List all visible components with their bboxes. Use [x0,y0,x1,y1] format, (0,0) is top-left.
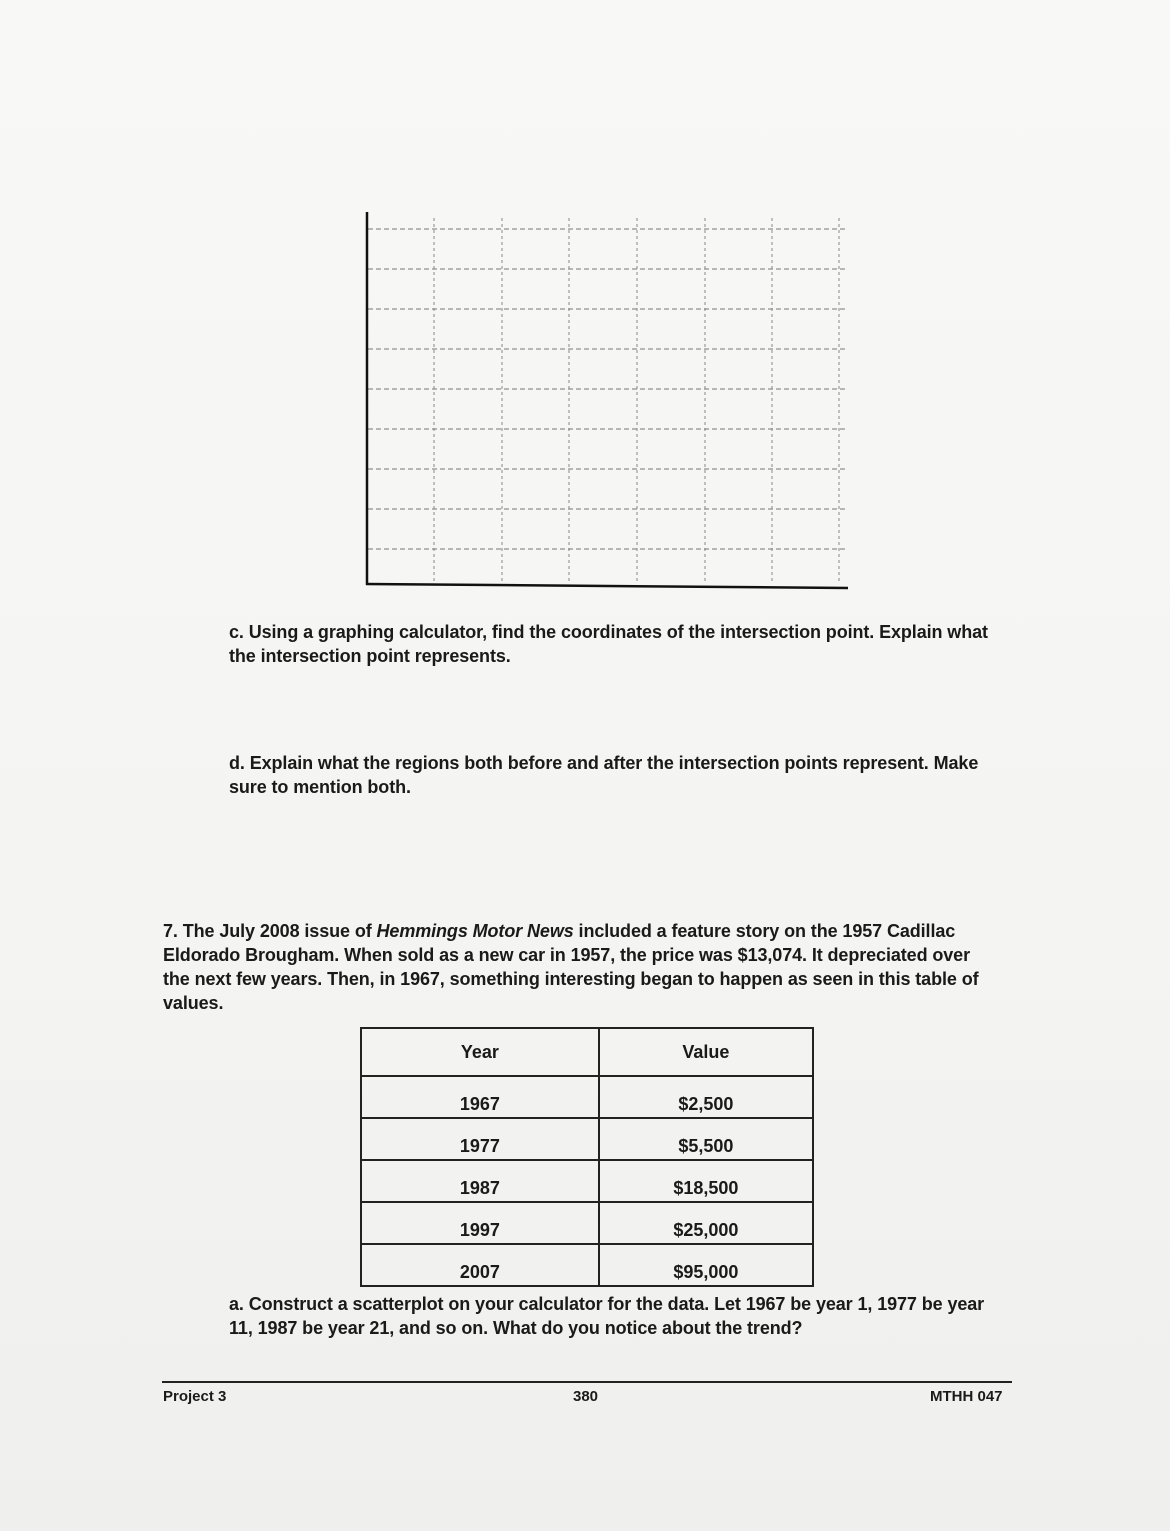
value-cell: $5,500 [599,1118,813,1160]
question-c-label: c. [229,622,244,642]
question-c-line1 [229,620,988,644]
question-d-label: d. [229,753,245,773]
magazine-title: Hemmings Motor News [376,921,574,941]
question-c [229,620,988,668]
page-number: 380 [573,1388,599,1405]
question-a-text1: Construct a scatterplot on your calculator for the data. Let 1967 be year 1, 1977 be year [248,1294,985,1314]
table-row [361,1202,813,1244]
value-cell: $2,500 [599,1076,813,1118]
year-cell: 1987 [361,1160,599,1202]
table-row [361,1244,813,1286]
value-cell: $18,500 [599,1160,813,1202]
table-row [361,1076,813,1118]
problem-7-text1b: included a feature story on the 1957 Cadillac [573,921,956,941]
problem-7 [163,919,978,1015]
question-d-line1 [229,751,978,775]
question-d-text1: Explain what the regions both before and after the intersection points represent. Make [249,753,979,773]
year-cell: 1997 [361,1202,599,1244]
problem-7-line2: Eldorado Brougham. When sold as a new car in 1957, the price was $13,074. It depreciated over [163,945,970,965]
footer-divider [162,1381,1012,1383]
table-row [361,1160,813,1202]
question-a-line1 [229,1292,984,1316]
question-d [229,751,978,799]
grid-horizontal-lines [368,229,848,549]
cadillac-value-table [360,1027,814,1287]
problem-7-line4: values. [163,993,224,1013]
year-cell: 2007 [361,1244,599,1286]
grid-vertical-lines [434,218,839,584]
value-cell: $25,000 [599,1202,813,1244]
problem-7-line3: the next few years. Then, in 1967, something interesting began to happen as seen in this table of [163,969,979,989]
question-a [229,1292,984,1340]
question-a-line2: 11, 1987 be year 21, and so on. What do you notice about the trend? [229,1318,803,1338]
table-header-row [361,1028,813,1076]
year-cell: 1977 [361,1118,599,1160]
question-c-line2: the intersection point represents. [229,646,511,666]
header-value: Value [599,1028,813,1076]
question-c-text1: Using a graphing calculator, find the coordinates of the intersection point. Explain what [248,622,988,642]
problem-7-line1 [163,919,978,943]
problem-7-text1a: The July 2008 issue of [182,921,377,941]
footer-left: Project 3 [163,1388,227,1405]
question-d-line2: sure to mention both. [229,777,411,797]
year-cell: 1967 [361,1076,599,1118]
value-cell: $95,000 [599,1244,813,1286]
table-row [361,1118,813,1160]
problem-7-number: 7. [163,921,178,941]
x-axis [366,584,848,588]
question-a-label: a. [229,1294,244,1314]
header-year: Year [361,1028,599,1076]
footer-right: MTHH 047 [930,1388,1003,1405]
blank-graph-grid [362,212,852,592]
